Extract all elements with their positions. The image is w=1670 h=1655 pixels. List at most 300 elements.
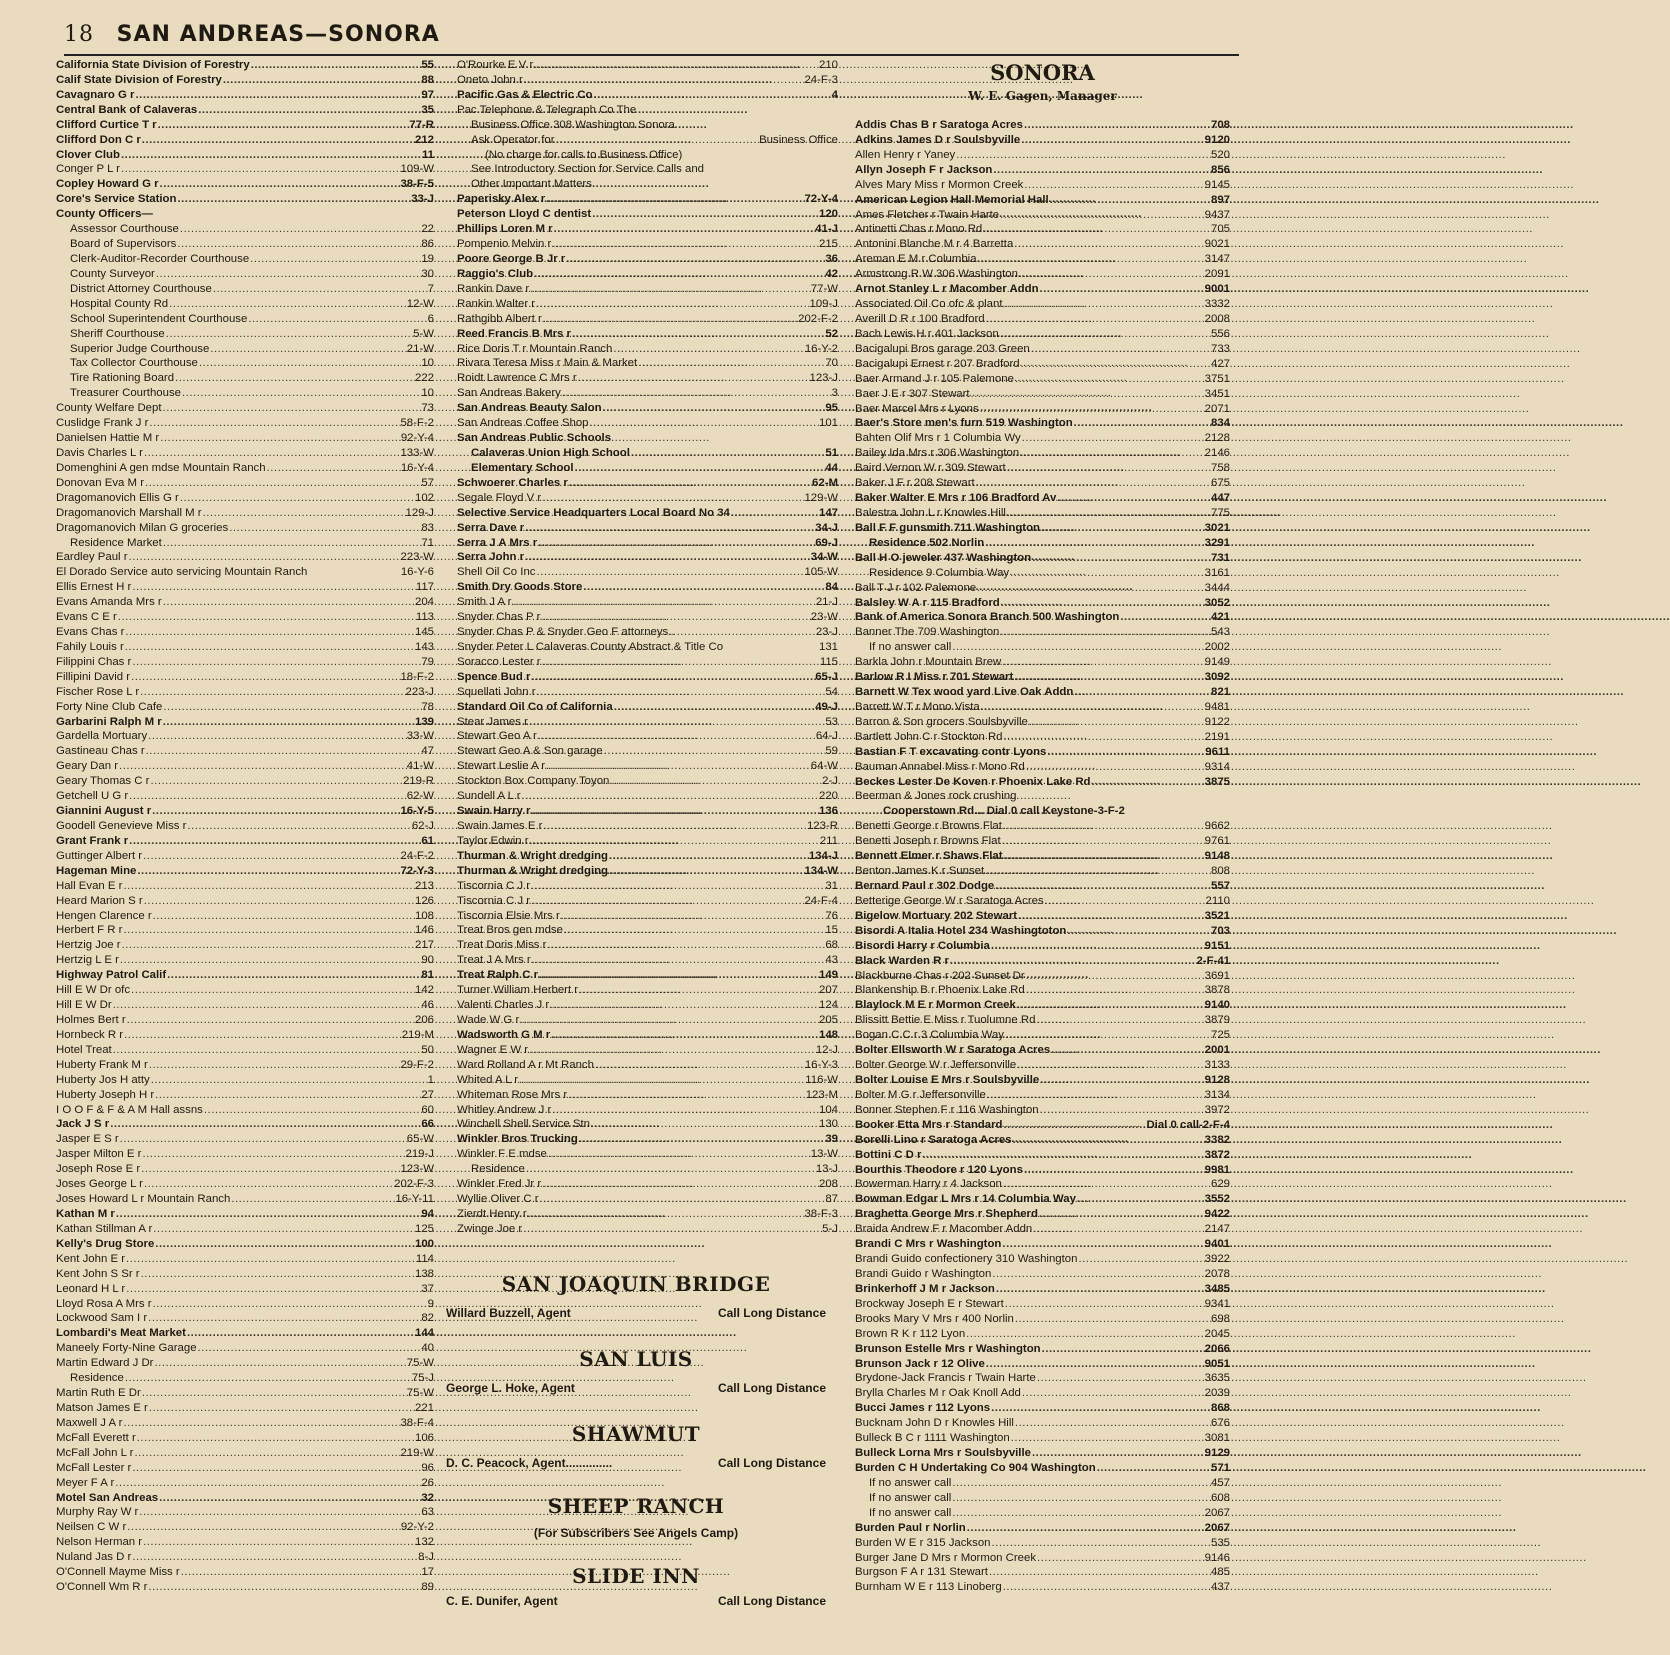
listing-number: 120 bbox=[818, 208, 838, 221]
listing-number: 134-J bbox=[808, 849, 838, 862]
listing-row bbox=[56, 1416, 434, 1431]
listing-number: 3444 bbox=[1204, 581, 1230, 594]
listing-row bbox=[457, 864, 838, 879]
listing-row bbox=[56, 327, 434, 342]
dot-leader bbox=[112, 1043, 422, 1058]
listing-number: 10 bbox=[421, 357, 434, 370]
listing-row bbox=[855, 1476, 1230, 1491]
dot-leader bbox=[530, 804, 819, 819]
listing-row bbox=[855, 1118, 1230, 1133]
listing-row bbox=[56, 700, 434, 715]
dot-leader bbox=[186, 1326, 415, 1341]
dot-leader bbox=[266, 461, 401, 476]
listing-name: Treat J A Mrs r bbox=[457, 954, 531, 967]
dot-leader bbox=[1002, 819, 1205, 834]
dot-leader bbox=[609, 774, 822, 789]
dot-leader bbox=[162, 595, 415, 610]
listing-name: Soracco Lester r bbox=[457, 655, 541, 668]
listing-row bbox=[457, 162, 838, 177]
listing-row bbox=[457, 356, 838, 371]
listing-number: 571 bbox=[1210, 1461, 1230, 1474]
listing-row bbox=[457, 1088, 838, 1103]
listing-name: Davis Charles L r bbox=[56, 446, 143, 459]
dot-leader bbox=[999, 208, 1205, 223]
dot-leader bbox=[608, 864, 804, 879]
listing-name: Burden C H Undertaking Co 904 Washington bbox=[855, 1461, 1096, 1474]
listing-name: Stewart Geo A r bbox=[457, 730, 537, 743]
listing-number: 130 bbox=[818, 1118, 838, 1131]
listing-number: 9981 bbox=[1204, 1163, 1230, 1176]
listing-number: 3147 bbox=[1204, 253, 1230, 266]
listing-number: 26 bbox=[421, 1476, 434, 1489]
dot-leader bbox=[123, 1028, 402, 1043]
listing-number: 75-J bbox=[411, 1372, 434, 1385]
listing-name: Murphy Ray W r bbox=[56, 1506, 139, 1519]
listing-row bbox=[56, 983, 434, 998]
listing-row bbox=[855, 267, 1230, 282]
listing-name: Bourthis Theodore r 120 Lyons bbox=[855, 1163, 1023, 1176]
listing-row bbox=[457, 371, 838, 386]
listing-number: 2045 bbox=[1204, 1327, 1230, 1340]
listing-name: Eardley Paul r bbox=[56, 551, 128, 564]
listing-number: 35 bbox=[421, 103, 434, 116]
dot-leader bbox=[1025, 760, 1205, 775]
listing-row bbox=[855, 819, 1230, 834]
dot-leader bbox=[152, 909, 415, 924]
listing-number: 23-W bbox=[810, 611, 838, 624]
dot-leader bbox=[154, 1088, 421, 1103]
listing-number: 36 bbox=[825, 252, 838, 265]
dot-leader bbox=[991, 1536, 1211, 1551]
listing-number: 219-R bbox=[402, 775, 434, 788]
section-title: SAN JOAQUIN BRIDGE bbox=[501, 1272, 771, 1296]
dot-leader bbox=[539, 1192, 826, 1207]
listing-name: Bolter M G r Jeffersonville bbox=[855, 1088, 986, 1101]
listing-name: Bacigalupi Ernest r 207 Bradford bbox=[855, 357, 1020, 370]
listing-row bbox=[855, 446, 1230, 461]
listing-number: 213 bbox=[414, 879, 434, 892]
listing-row bbox=[855, 640, 1230, 655]
listing-row bbox=[457, 1177, 838, 1192]
listing-number: 9611 bbox=[1205, 745, 1230, 758]
listing-number: 3879 bbox=[1204, 1014, 1230, 1027]
listing-number: 808 bbox=[1210, 865, 1230, 878]
listing-name: Brockway Joseph E r Stewart bbox=[855, 1297, 1004, 1310]
dot-leader bbox=[1000, 596, 1205, 611]
listing-name: Pac Telephone & Telegraph Co The bbox=[457, 103, 637, 116]
listing-row bbox=[457, 1028, 838, 1043]
dot-leader bbox=[955, 148, 1211, 163]
listing-name: Treat Ralph C r bbox=[457, 969, 539, 982]
listing-row bbox=[56, 1341, 434, 1356]
listing-name: Adkins James D r Soulsbyville bbox=[855, 133, 1021, 146]
dot-leader bbox=[1046, 745, 1205, 760]
dot-leader bbox=[1066, 924, 1211, 939]
dot-leader bbox=[1030, 342, 1211, 357]
listing-row bbox=[56, 192, 434, 207]
listing-row bbox=[457, 729, 838, 744]
listing-name: Bacigalupi Bros garage 203 Green bbox=[855, 342, 1030, 355]
listing-row bbox=[855, 1521, 1230, 1536]
listing-name: Brandi Guido confectionery 310 Washington bbox=[855, 1253, 1078, 1266]
listing-number: 3451 bbox=[1204, 387, 1230, 400]
listing-row bbox=[855, 163, 1230, 178]
listing-number: 1 bbox=[427, 1073, 434, 1086]
dot-leader bbox=[139, 685, 405, 700]
dot-leader bbox=[519, 1013, 819, 1028]
dot-leader bbox=[555, 133, 760, 148]
dot-leader bbox=[531, 953, 826, 968]
listing-name: Beerman & Jones rock crushing bbox=[855, 790, 1017, 803]
listing-name: Blaylock M E r Mormon Creek bbox=[855, 999, 1016, 1012]
listing-number: 731 bbox=[1210, 551, 1230, 564]
listing-number: 24-F-4 bbox=[804, 894, 838, 907]
listing-number: 109-W bbox=[400, 163, 434, 176]
listing-name: Oneto John r bbox=[457, 73, 523, 86]
listing-name: Evans Chas r bbox=[56, 626, 125, 639]
dot-leader bbox=[1091, 775, 1205, 790]
listing-number: 2008 bbox=[1204, 312, 1230, 325]
dot-leader bbox=[1001, 1237, 1204, 1252]
listing-row bbox=[56, 148, 434, 163]
listing-number: 608 bbox=[1210, 1491, 1230, 1504]
listing-row bbox=[56, 744, 434, 759]
listing-number: 202-F-3 bbox=[394, 1178, 434, 1191]
section-shawmut bbox=[446, 1422, 826, 1470]
listing-name: See Introductory Section for Service Calls and bbox=[471, 163, 704, 176]
listing-name: Kathan M r bbox=[56, 1207, 115, 1220]
listing-number: 219-M bbox=[401, 1028, 434, 1041]
listing-name: O'Connell Mayme Miss r bbox=[56, 1566, 180, 1579]
listing-row bbox=[56, 685, 434, 700]
listing-number: 9422 bbox=[1204, 1208, 1230, 1221]
listing-name: County Surveyor bbox=[70, 267, 155, 280]
listing-row bbox=[855, 357, 1230, 372]
listing-row bbox=[56, 1252, 434, 1267]
listing-row bbox=[855, 118, 1230, 133]
listing-name: Areman E M r Columbia bbox=[855, 253, 977, 266]
dot-leader bbox=[1073, 685, 1211, 700]
listing-row bbox=[855, 581, 1230, 596]
listing-name: Grant Frank r bbox=[56, 834, 129, 847]
listing-number: 125 bbox=[414, 1222, 434, 1235]
listing-row bbox=[457, 521, 838, 536]
listing-number: 9120 bbox=[1204, 133, 1230, 146]
listing-number: 2128 bbox=[1204, 432, 1230, 445]
dot-leader bbox=[197, 1341, 422, 1356]
dot-leader bbox=[951, 640, 1204, 655]
dot-leader bbox=[1023, 118, 1211, 133]
listing-number: 9128 bbox=[1204, 1074, 1230, 1086]
listing-name: Averill D R r 100 Bradford bbox=[855, 312, 985, 325]
dot-leader bbox=[1049, 193, 1211, 208]
section-agent: C. E. Dunifer, Agent bbox=[446, 1594, 558, 1608]
listing-number: 72-Y-4 bbox=[804, 193, 838, 206]
listing-row bbox=[56, 819, 434, 834]
dot-leader bbox=[128, 834, 421, 849]
listing-name: Blissitt Bettie E Miss r Tuolumne Rd bbox=[855, 1014, 1036, 1027]
listing-name: Bigelow Mortuary 202 Stewart bbox=[855, 909, 1018, 922]
listing-number: 205 bbox=[818, 1014, 838, 1026]
listing-number: 16-Y-2 bbox=[804, 342, 838, 355]
sonora-heading bbox=[855, 60, 1230, 103]
listing-row bbox=[56, 1177, 434, 1192]
dot-leader bbox=[117, 610, 416, 625]
dot-leader bbox=[530, 894, 804, 909]
dot-leader bbox=[951, 1491, 1211, 1506]
dot-leader bbox=[162, 401, 422, 416]
listing-number: 58-F-2 bbox=[400, 417, 434, 430]
listing-name: Thurman & Wright dredging bbox=[457, 864, 609, 877]
listing-row bbox=[855, 834, 1230, 849]
listing-number: 13-W bbox=[810, 1148, 838, 1161]
listing-number: Dial 0 call-2-F-4 bbox=[1146, 1118, 1230, 1131]
listing-number: 2078 bbox=[1204, 1267, 1230, 1280]
listing-number: 758 bbox=[1210, 462, 1230, 475]
listing-number: 49-J bbox=[815, 700, 838, 713]
listing-name: Gardella Mortuary bbox=[56, 730, 148, 743]
listing-row bbox=[56, 640, 434, 655]
listing-name: Balsley W A r 115 Bradford bbox=[855, 596, 1000, 609]
listing-row bbox=[457, 207, 838, 222]
listing-name: Rankin Walter r bbox=[457, 297, 536, 310]
dot-leader bbox=[527, 1207, 805, 1222]
listing-name: Barrett W T r Mono Vista bbox=[855, 700, 980, 713]
listing-row bbox=[855, 416, 1230, 431]
dot-leader bbox=[1035, 1013, 1204, 1028]
listing-row bbox=[457, 133, 838, 148]
listing-name: Roidt Lawrence C Mrs r bbox=[457, 372, 577, 385]
dot-leader bbox=[951, 1506, 1204, 1521]
dot-leader bbox=[965, 1327, 1204, 1342]
listing-name: District Attorney Courthouse bbox=[70, 282, 212, 295]
dot-leader bbox=[1020, 357, 1211, 372]
dot-leader bbox=[985, 1357, 1205, 1372]
listing-number: 77-R bbox=[409, 118, 434, 131]
listing-number: 40 bbox=[421, 1342, 434, 1355]
listing-number: 63 bbox=[421, 1506, 434, 1519]
listing-row bbox=[855, 327, 1230, 342]
dot-leader bbox=[522, 1222, 822, 1237]
listing-name: Blankenship B r Phoenix Lake Rd bbox=[855, 984, 1025, 997]
listing-row bbox=[56, 789, 434, 804]
listing-row bbox=[56, 1535, 434, 1550]
listing-name: Hornbeck R r bbox=[56, 1028, 124, 1041]
listing-name: Central Bank of Calaveras bbox=[56, 103, 198, 116]
listing-name: Snyder Chas P r bbox=[457, 611, 541, 624]
listing-row bbox=[457, 625, 838, 640]
listing-row bbox=[56, 804, 434, 819]
listing-row bbox=[855, 566, 1230, 581]
listing-row bbox=[56, 1476, 434, 1491]
listing-number: 3872 bbox=[1204, 1148, 1230, 1161]
listing-name: Cuslidge Frank J r bbox=[56, 417, 149, 430]
listing-row bbox=[56, 1222, 434, 1237]
listing-row bbox=[855, 506, 1230, 521]
listing-row bbox=[56, 1550, 434, 1565]
dot-leader bbox=[602, 401, 826, 416]
listing-name: Hertzig Joe r bbox=[56, 939, 121, 952]
listing-row bbox=[457, 73, 838, 88]
dot-leader bbox=[949, 954, 1197, 969]
dot-leader bbox=[1021, 1386, 1205, 1401]
listing-number: 33-W bbox=[406, 730, 434, 743]
dot-leader bbox=[577, 371, 810, 386]
listing-name: San Andreas Bakery bbox=[457, 387, 561, 400]
dot-leader bbox=[537, 536, 815, 551]
listing-name: Kent John E r bbox=[56, 1252, 126, 1265]
listing-number: 30 bbox=[421, 267, 434, 280]
dot-leader bbox=[162, 536, 422, 551]
listing-row bbox=[855, 894, 1230, 909]
dot-leader bbox=[158, 1491, 421, 1506]
listing-name: Whiteman Rose Mrs r bbox=[457, 1088, 568, 1101]
listing-number: 129-W bbox=[804, 491, 838, 504]
listing-name: Blackburne Chas r 202 Sunset Dr bbox=[855, 969, 1025, 982]
dot-leader bbox=[990, 939, 1205, 954]
listing-name: Antinetti Chas r Mono Rd bbox=[855, 223, 983, 236]
listing-number: 123-R bbox=[806, 820, 838, 833]
listing-row bbox=[457, 1043, 838, 1058]
listing-name: Baer J E r 307 Stewart bbox=[855, 387, 970, 400]
dot-leader bbox=[546, 938, 825, 953]
listing-number: 3133 bbox=[1204, 1059, 1230, 1072]
listing-row bbox=[56, 1132, 434, 1147]
listing-name: Paperisky Alex r bbox=[457, 193, 546, 206]
listing-row bbox=[457, 700, 838, 715]
listing-number: 3521 bbox=[1204, 909, 1230, 922]
listing-name: Huberty Joseph H r bbox=[56, 1088, 155, 1101]
listing-row bbox=[457, 670, 838, 685]
listing-number: 132 bbox=[414, 1536, 434, 1549]
listing-row bbox=[457, 342, 838, 357]
dot-leader bbox=[511, 595, 815, 610]
dot-leader bbox=[165, 327, 413, 342]
listing-name: Clerk-Auditor-Recorder Courthouse bbox=[70, 252, 250, 265]
dot-leader bbox=[140, 1162, 400, 1177]
dot-leader bbox=[138, 1505, 421, 1520]
listing-name: Fillipini David r bbox=[56, 670, 131, 683]
dot-leader bbox=[980, 700, 1205, 715]
listing-name: Baker J F r 208 Stewart bbox=[855, 477, 975, 490]
listing-number: 124 bbox=[818, 999, 838, 1012]
listing-row bbox=[457, 938, 838, 953]
listing-name: Evans Amanda Mrs r bbox=[56, 596, 162, 609]
listing-number: 219-W bbox=[400, 1446, 434, 1459]
dot-leader bbox=[1014, 1312, 1211, 1327]
listing-name: I O O F & F & A M Hall assns bbox=[56, 1103, 203, 1116]
listing-number: 3691 bbox=[1204, 969, 1230, 982]
dot-leader bbox=[180, 1565, 422, 1580]
listing-name: Giannini August r bbox=[56, 805, 152, 818]
dot-leader bbox=[145, 744, 422, 759]
dot-leader bbox=[1077, 1252, 1204, 1267]
listing-row bbox=[457, 834, 838, 849]
listing-name: Brinkerhoff J M r Jackson bbox=[855, 1282, 995, 1295]
listing-number: 9341 bbox=[1204, 1297, 1230, 1310]
listing-number: 2067 bbox=[1204, 1521, 1230, 1534]
dot-leader bbox=[1032, 1222, 1204, 1237]
listing-name: Raggio's Club bbox=[457, 267, 534, 280]
listing-number: 55 bbox=[421, 59, 434, 71]
dot-leader bbox=[1006, 506, 1211, 521]
listing-number: 73 bbox=[421, 402, 434, 415]
dot-leader bbox=[125, 1252, 416, 1267]
dot-leader bbox=[148, 1401, 415, 1416]
listing-row bbox=[56, 1356, 434, 1371]
listing-number: 143 bbox=[414, 640, 434, 653]
listing-name: Business Office 308 Washington Sonora bbox=[471, 118, 675, 131]
listing-row bbox=[855, 491, 1230, 506]
listing-number: 32 bbox=[421, 1491, 434, 1504]
listing-row bbox=[56, 297, 434, 312]
listing-name: Whitley Andrew J r bbox=[457, 1103, 552, 1116]
listing-row bbox=[56, 282, 434, 297]
listing-name: Benetti Joseph r Browns Flat bbox=[855, 835, 1001, 848]
dot-leader bbox=[1003, 730, 1205, 745]
listing-row bbox=[56, 177, 434, 192]
listing-name: Wadsworth G M r bbox=[457, 1028, 551, 1041]
listing-number: 50 bbox=[421, 1043, 434, 1056]
dot-leader bbox=[122, 1416, 400, 1431]
listing-row bbox=[855, 625, 1230, 640]
dot-leader bbox=[1002, 1580, 1211, 1595]
listing-row bbox=[457, 1103, 838, 1118]
dot-leader bbox=[984, 536, 1204, 551]
listing-name: Cooperstown Rd... Dial 0 call Keystone-3-F-2 bbox=[883, 805, 1125, 818]
listing-name: Domenghini A gen mdse Mountain Ranch bbox=[56, 461, 266, 474]
listing-row bbox=[457, 192, 838, 207]
dot-leader bbox=[141, 1386, 407, 1401]
listing-number: 725 bbox=[1210, 1029, 1230, 1042]
listing-name: Standard Oil Co of California bbox=[457, 700, 613, 713]
listing-name: Ball H O jeweler 437 Washington bbox=[855, 551, 1032, 564]
listing-row bbox=[855, 1058, 1230, 1073]
listing-number: 9437 bbox=[1204, 208, 1230, 221]
listing-name: Tiscornia Elsie Mrs r bbox=[457, 909, 560, 922]
listing-number: 535 bbox=[1210, 1536, 1230, 1549]
listing-number: 131 bbox=[818, 640, 838, 653]
listing-number: 3875 bbox=[1204, 775, 1230, 788]
listing-number: 3552 bbox=[1204, 1193, 1230, 1206]
listing-name: El Dorado Service auto servicing Mountain Ranch bbox=[56, 566, 308, 579]
listing-name: McFall John L r bbox=[56, 1446, 134, 1459]
dot-leader bbox=[128, 550, 401, 565]
listing-number: 3052 bbox=[1204, 596, 1230, 609]
listing-name: Phillips Loren M r bbox=[457, 223, 553, 236]
dot-leader bbox=[542, 312, 798, 327]
listing-name: Pacific Gas & Electric Co bbox=[457, 88, 593, 101]
listing-name: Goodell Genevieve Miss r bbox=[56, 820, 187, 833]
listing-name: Shell Oil Co Inc bbox=[457, 566, 536, 579]
dot-leader bbox=[249, 252, 421, 267]
listing-row bbox=[457, 431, 838, 446]
dot-leader bbox=[135, 88, 422, 103]
listing-row bbox=[855, 536, 1230, 551]
listing-number: 106 bbox=[414, 1431, 434, 1444]
dot-leader bbox=[181, 386, 421, 401]
listing-row bbox=[457, 610, 838, 625]
listing-row bbox=[457, 744, 838, 759]
listing-number: 59 bbox=[825, 745, 838, 758]
dot-leader bbox=[131, 1550, 418, 1565]
dot-leader bbox=[612, 342, 805, 357]
listing-row bbox=[855, 1551, 1230, 1566]
dot-leader bbox=[1039, 1103, 1205, 1118]
listing-row bbox=[56, 401, 434, 416]
listing-number: 116-W bbox=[805, 1073, 838, 1086]
listing-number: 2071 bbox=[1204, 402, 1230, 415]
